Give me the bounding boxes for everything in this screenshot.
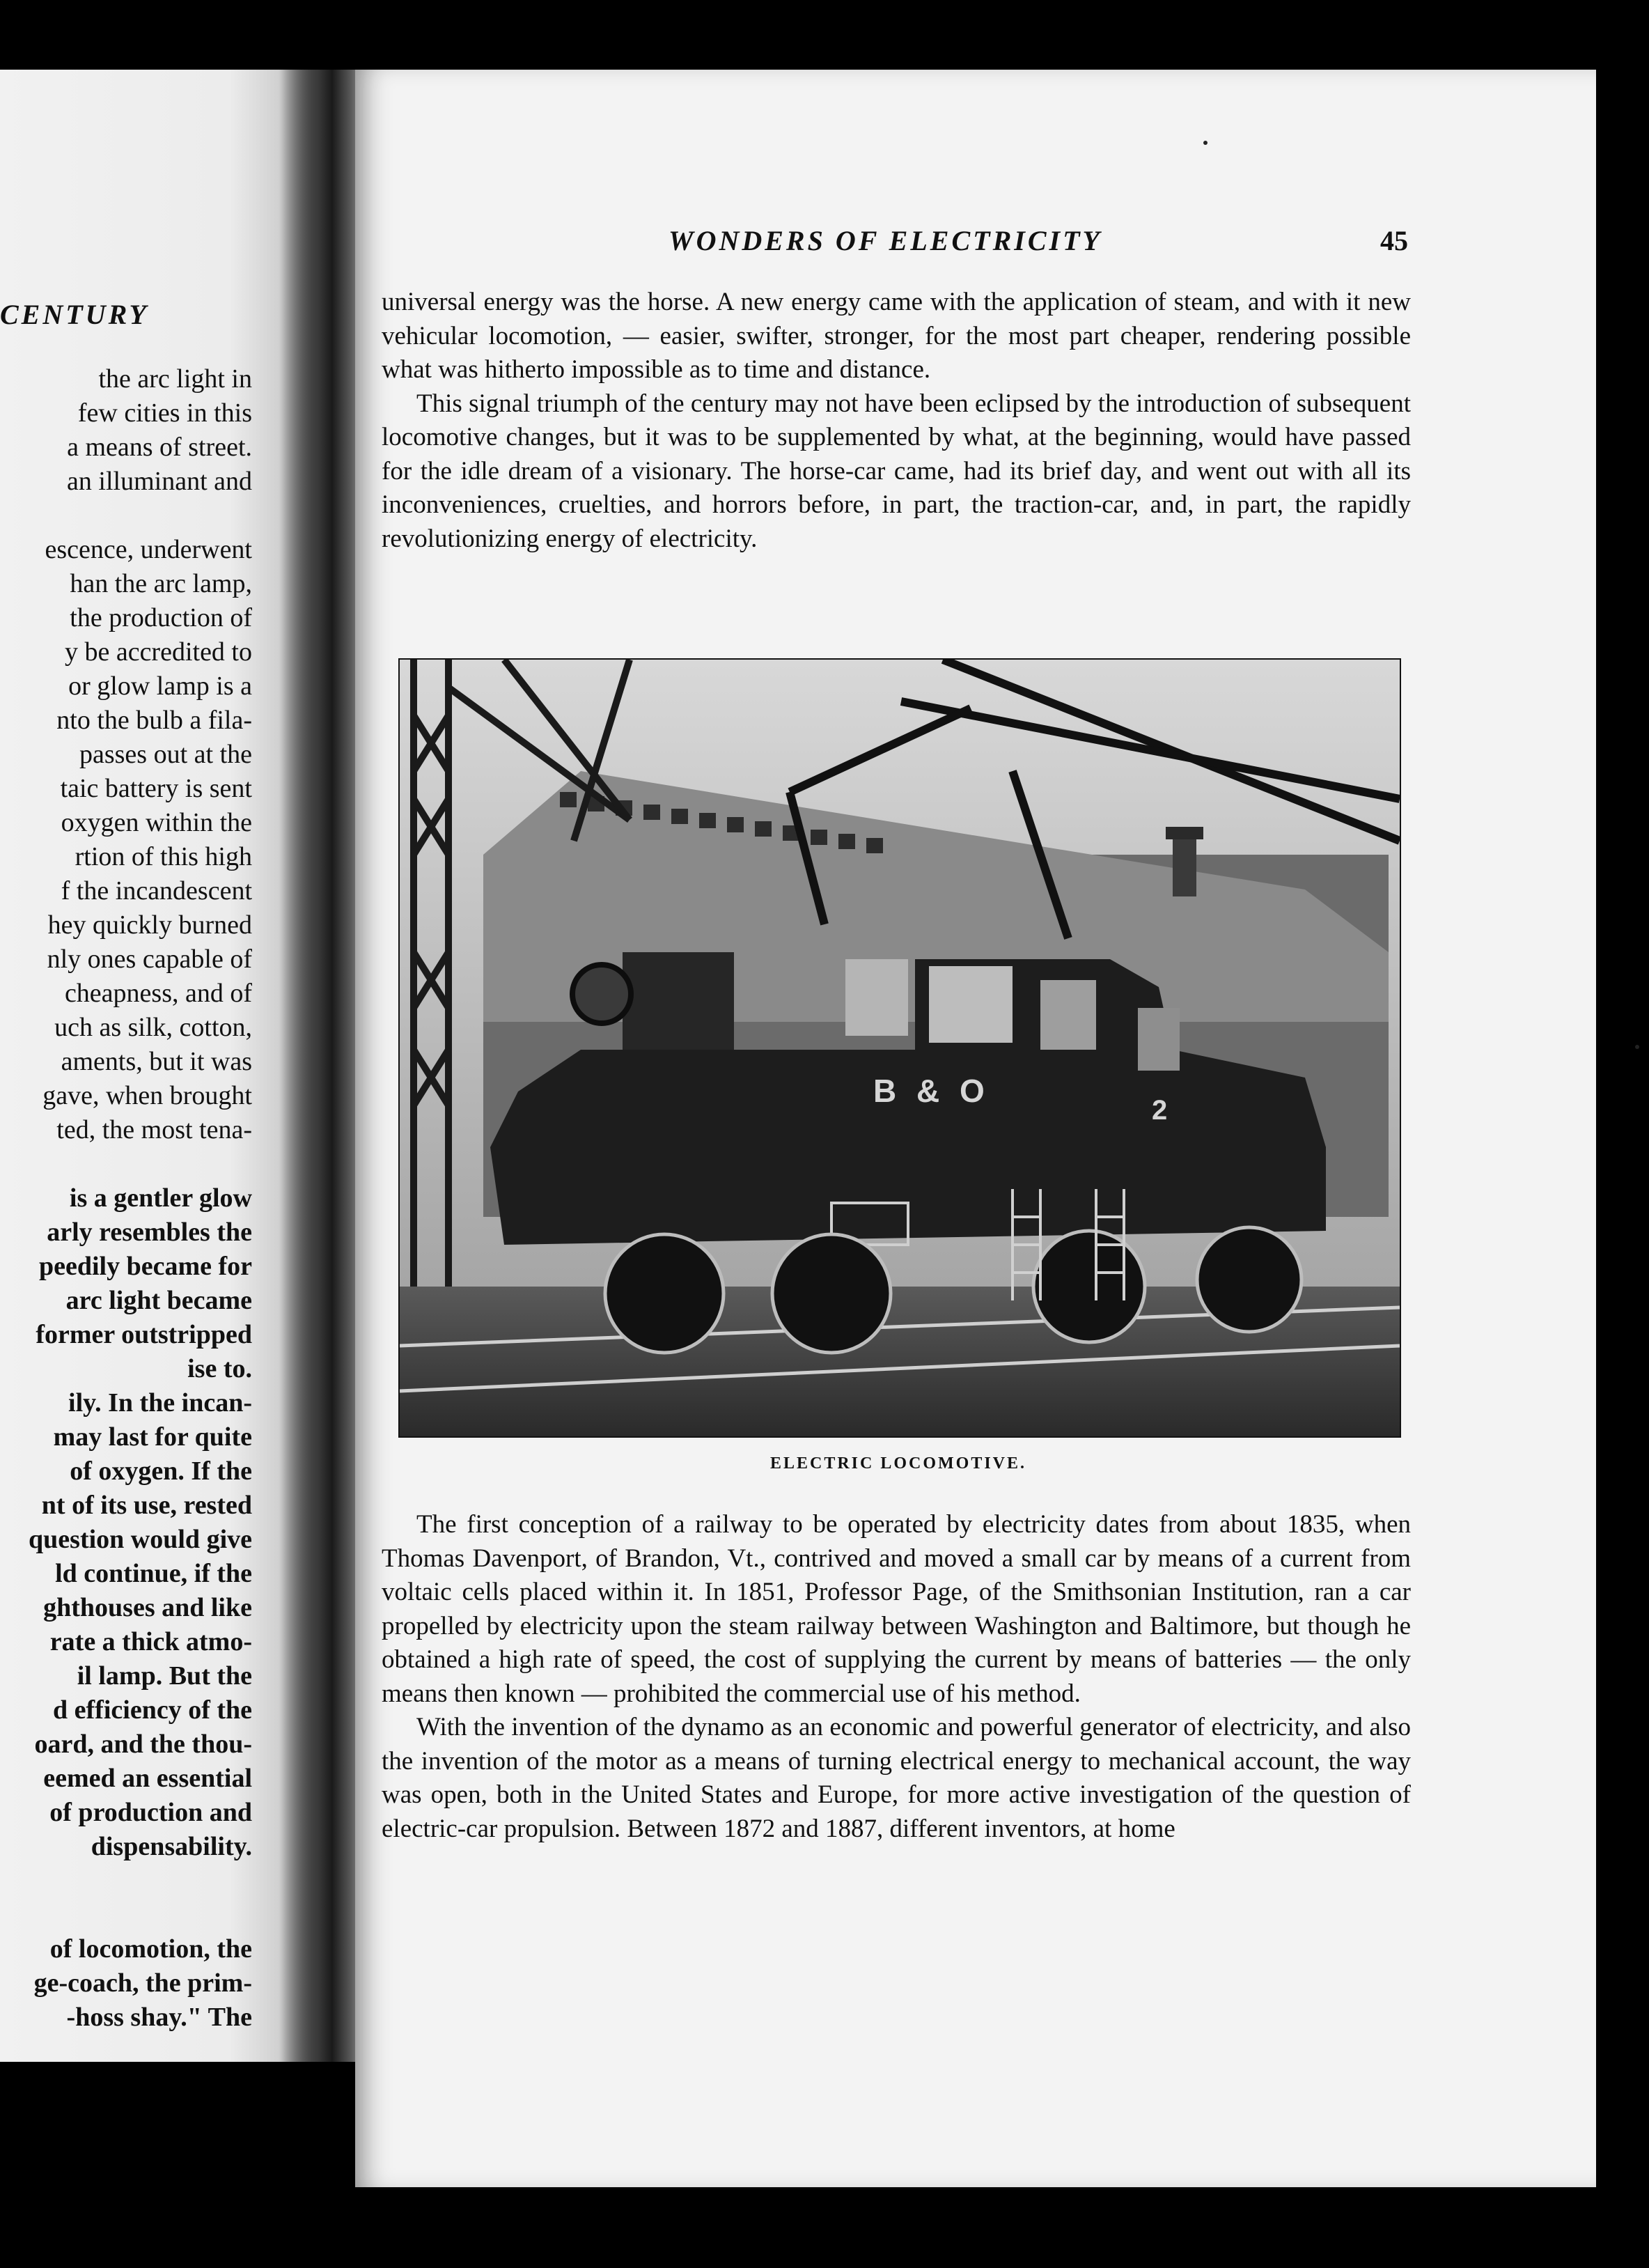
left-text-line: few cities in this [77, 398, 252, 428]
left-text-line: ted, the most tena- [56, 1115, 252, 1144]
paragraph: This signal triumph of the century may not have been eclipsed by the introduction of subsequent locomotive changes, but it was to be supplemented by what, at the beginning, would have passed for the idle dream of a visionary. The horse-car came, had its brief day, and went out with all its inconveniences, cruelties, and horrors before, in part, the traction-car, and, in part, the rapidly revolutionizing energy of electricity. [382, 389, 1411, 553]
blank-line [0, 1898, 252, 1932]
running-head: WONDERS OF ELECTRICITY [669, 225, 1102, 256]
left-text-line: former outstripped [36, 1320, 252, 1349]
left-text-line: il lamp. But the [77, 1661, 252, 1691]
bottom-text-block [382, 1508, 1411, 1846]
left-text-line: of production and [49, 1798, 252, 1827]
left-text-line: ise to. [187, 1354, 252, 1383]
locomotive-illustration [400, 660, 1400, 1436]
left-text-line: or glow lamp is a [68, 671, 252, 701]
left-text-line: nto the bulb a fila- [56, 706, 252, 735]
left-text-line: nt of its use, rested [41, 1491, 252, 1520]
blank-line [0, 1864, 252, 1898]
locomotive-lettering: B & O [873, 1073, 990, 1109]
page-number: 45 [1380, 225, 1408, 256]
left-running-head: CENTURY [0, 299, 149, 330]
left-text-line: f the incandescent [61, 876, 252, 906]
paragraph: With the invention of the dynamo as an economic and powerful generator of electricity, and also the invention of the motor as a means of turning electrical energy to mechanical account, the way was open, both in the United States and Europe, for more active investigation of the question of electric-car propulsion. Between 1872 and 1887, different inventors, at home [382, 1713, 1411, 1843]
figure-caption: ELECTRIC LOCOMOTIVE. [769, 1454, 1027, 1473]
left-text-line: passes out at the [79, 740, 252, 769]
left-text-line: is a gentler glow [69, 1183, 252, 1213]
left-text-line: question would give [29, 1525, 252, 1554]
locomotive-number: 2 [1152, 1095, 1168, 1126]
left-text-line: ghthouses and like [43, 1593, 252, 1622]
left-text-line: y be accredited to [64, 637, 252, 667]
left-text-line: dispensability. [91, 1832, 252, 1861]
blank-line [0, 499, 252, 533]
left-text-line: rtion of this high [75, 842, 252, 871]
left-text-line: of oxygen. If the [70, 1457, 252, 1486]
left-text-line: the arc light in [98, 364, 252, 394]
left-text-line: an illuminant and [67, 467, 252, 496]
left-text-line: may last for quite [53, 1422, 252, 1452]
left-text-line: arly resembles the [47, 1218, 252, 1247]
left-text-line: peedily became for [38, 1252, 252, 1281]
scan-speck [1635, 1045, 1639, 1049]
left-text-line: the production of [70, 603, 252, 632]
left-text-line: gave, when brought [42, 1081, 252, 1110]
left-text-line: taic battery is sent [60, 774, 252, 803]
left-text-line: aments, but it was [61, 1047, 252, 1076]
locomotive-photograph [398, 658, 1401, 1438]
left-text-line: oxygen within the [61, 808, 252, 837]
left-text-line: ge-coach, the prim- [33, 1968, 252, 1998]
left-text-line: oard, and the thou- [34, 1730, 252, 1759]
left-text-line: escence, underwent [45, 535, 252, 564]
left-text-line: hey quickly burned [47, 910, 252, 940]
left-text-line: ld continue, if the [55, 1559, 252, 1588]
top-text-block [382, 286, 1411, 556]
left-text-line: nly ones capable of [47, 945, 252, 974]
left-page-text [0, 362, 252, 2035]
left-text-line: uch as silk, cotton, [54, 1013, 252, 1042]
left-text-line: -hoss shay." The [66, 2003, 252, 2032]
blank-line [0, 1147, 252, 1181]
left-text-line: rate a thick atmo- [49, 1627, 252, 1656]
left-text-line: d efficiency of the [53, 1695, 252, 1725]
left-text-line: ily. In the incan- [68, 1388, 252, 1418]
left-text-line: arc light became [65, 1286, 252, 1315]
left-text-line: han the arc lamp, [70, 569, 252, 598]
left-text-line: a means of street. [67, 433, 252, 462]
scan-speck [1203, 141, 1208, 145]
paragraph: The first conception of a railway to be operated by electricity dates from about 1835, when Thomas Davenport, of Brandon, Vt., contrived and moved a small car by means of a current from voltaic cells placed within it. In 1851, Professor Page, of the Smithsonian Institution, ran a car propelled by electricity upon the steam railway between Washington and Baltimore, but though he obtained a high rate of speed, the cost of supplying the current by means of batteries — the only means then known — prohibited the commercial use of his method. [382, 1510, 1411, 1708]
left-text-line: of locomotion, the [49, 1934, 252, 1964]
left-text-line: cheapness, and of [64, 979, 252, 1008]
left-text-line: eemed an essential [43, 1764, 252, 1793]
paragraph: universal energy was the horse. A new energy came with the application of steam, and with it new vehicular locomotion, — easier, swifter, stronger, for the most part cheaper, rendering possible what was hitherto impossible as to time and distance. [382, 288, 1411, 384]
